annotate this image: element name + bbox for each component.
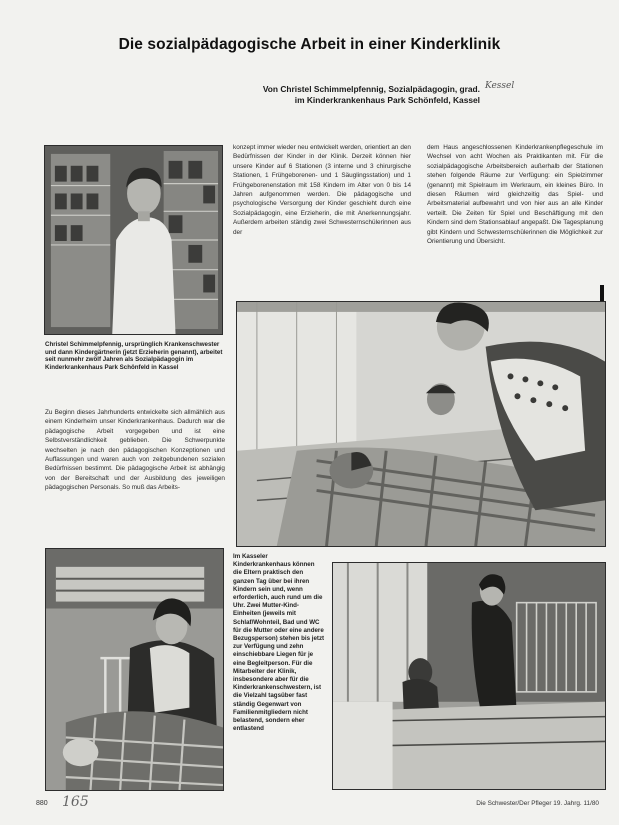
- byline-author: Von Christel Schimmelpfennig, Sozialpädagogin, grad.: [262, 84, 480, 94]
- text-column-2: konzept immer wieder neu entwickelt werden, orientiert an den Bedürfnissen der Kinder in der Klinik. Derzeit können hier unsere Kinder auf 6 Stationen (3 interne und 3 chirurgische Stationen, 1 Frühgeborenen- und 1 Säuglingsstation) und 1 Frühgeborenenstation mit 158 Kindern im Alter von 0 bis 14 Jahren aufgenommen werden. Die pädagogische und psychologische Versorgung der Kinder geschieht durch eine Sozialpädagogin, eine Erzieherin, die mit Anerkennungsjahr. Außerdem arbeiten ständig zwei Schwesternschülerinnen aus der: [233, 144, 411, 236]
- handwritten-page-mark: 165: [62, 794, 89, 810]
- mother-child-photo: [45, 548, 224, 791]
- portrait-photo: [44, 145, 223, 335]
- portrait-caption: Christel Schimmelpfennig, ursprünglich Krankenschwester und dann Kindergärtnerin (jetzt Erzieherin genannt), arbeitet seit nunmehr zwölf Jahren als Sozialpädagogin im Kinderkrankenhaus Park Schönfeld in Kassel: [45, 341, 223, 371]
- handwritten-mark-text: Kessel: [485, 81, 515, 91]
- parents-caption: Im Kasseler Kinderkrankenhaus können die Eltern praktisch den ganzen Tag über bei ihren Kindern sein und, wenn erforderlich, auch rund um die Uhr. Zwei Mutter-Kind-Einheiten (jeweils mit Schlaf/Wohnteil, Bad und WC für die Mutter oder eine andere Bezugsperson) stehen bis jetzt zur Verfügung und zehn einschiebbare Liegen für je eine Begleitperson. Für die Mitarbeiter der Klinik, insbesondere aber für die Kinderkrankenschwestern, ist die Vielzahl tagsüber fast ständig Gegenwart von Familienmitgliedern nicht belastend, sondern eher entlastend: [233, 553, 325, 733]
- article-byline: [195, 84, 480, 106]
- journal-footer: Die Schwester/Der Pfleger 19. Jahrg. 11/80: [476, 800, 599, 807]
- text-column-1: Zu Beginn dieses Jahrhunderts entwickelte sich allmählich aus einem Kinderheim unser Kinderkrankenhaus. Dadurch war die pädagogische Arbeit vorgegeben und ist eine Selbstverständlichkeit geblieben. Die Schwerpunkte wechselten je nach den pädagogischen Konzeptionen und Auffassungen und waren auch von zeitgebundenen sozialen Bedürfnissen bestimmt. Die pädagogische Arbeit ist abhängig von der Bereitschaft und der Ausbildung des jeweiligen pädagogischen Personals. So muß das Arbeits-: [45, 409, 225, 492]
- byline-institution: im Kinderkrankenhaus Park Schönfeld, Kassel: [294, 95, 480, 105]
- handwritten-mark: [485, 81, 525, 97]
- article-title: Die sozialpädagogische Arbeit in einer Kinderklinik: [118, 36, 501, 53]
- text-column-3: dem Haus angeschlossenen Kinderkrankenpflegeschule im Wechsel von acht Wochen als Praktikanten mit. Für die sozialpädagogische Arbeitsbereich außerhalb der Stationen stehen folgende Räume zur Verfügung: ein Spielzimmer (genannt) mit Spielraum im Werkraum, ein kleines Büro. In diesen Räumen wird gleichzeitig das Spiel- und Arbeitsmaterial aufbewahrt und von hier aus an alle Kinder verteilt. Die Zeiten für Spiel und Beschäftigung mit den Kindern sind dem Stationsablauf angepaßt. Die Tagesplanung gibt Kindern und Schwesternschülerinnen die Möglichkeit zur Orientierung und Übersicht.: [427, 144, 603, 246]
- ward-photo: [332, 562, 606, 790]
- bedside-photo: [236, 301, 606, 547]
- page-number: 880: [36, 800, 48, 807]
